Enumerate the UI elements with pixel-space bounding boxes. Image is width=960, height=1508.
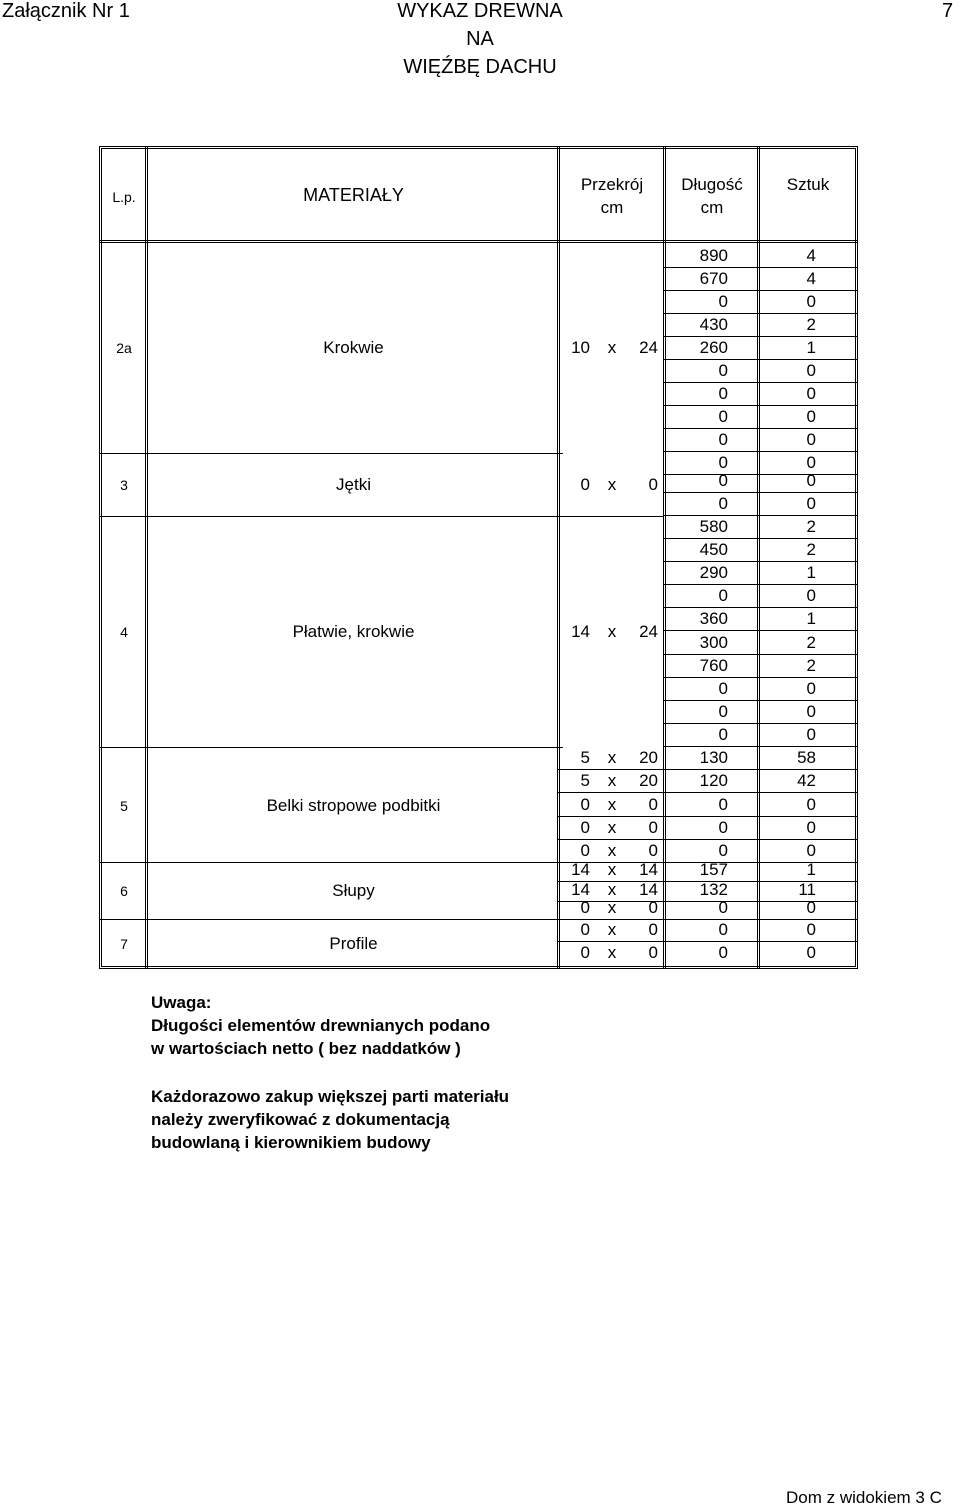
section-width: 14: [571, 622, 590, 641]
row-separator: [663, 492, 858, 493]
count-value: 0: [806, 725, 816, 744]
row-separator: [663, 405, 858, 406]
count-value: 0: [806, 943, 816, 962]
page-number: 7: [942, 0, 954, 22]
section-height: 20: [639, 748, 658, 767]
length-value: 760: [699, 656, 728, 675]
section-times: x: [607, 860, 617, 879]
group-name: Jętki: [336, 475, 371, 494]
count-value: 1: [806, 563, 816, 582]
section-times: x: [607, 622, 617, 641]
length-value: 0: [718, 943, 728, 962]
group-separator: [99, 747, 563, 748]
group-lp: 7: [120, 936, 128, 952]
row-separator: [663, 941, 858, 942]
header-divider: [99, 240, 858, 243]
section-separator: [557, 816, 663, 817]
row-separator: [663, 677, 858, 678]
length-value: 0: [718, 586, 728, 605]
count-value: 0: [806, 818, 816, 837]
count-value: 0: [806, 471, 816, 490]
count-value: 1: [806, 609, 816, 628]
group-lp: 5: [120, 798, 128, 814]
length-value: 130: [699, 748, 728, 767]
length-value: 580: [699, 517, 728, 536]
row-separator: [663, 584, 858, 585]
length-value: 0: [718, 841, 728, 860]
row-separator: [663, 723, 858, 724]
section-times: x: [607, 475, 617, 494]
count-value: 42: [797, 771, 816, 790]
group-separator: [99, 453, 563, 454]
section-width: 0: [580, 898, 590, 917]
notes-line: Długości elementów drewnianych podano: [151, 1016, 491, 1035]
row-separator: [663, 561, 858, 562]
section-width: 10: [571, 338, 590, 357]
row-separator: [663, 792, 858, 793]
length-value: 0: [718, 453, 728, 472]
count-value: 2: [806, 517, 816, 536]
row-separator: [663, 607, 858, 608]
section-times: x: [607, 920, 617, 939]
count-value: 0: [806, 453, 816, 472]
count-value: 0: [806, 586, 816, 605]
row-separator: [663, 428, 858, 429]
length-value: 0: [718, 679, 728, 698]
count-value: 4: [806, 269, 816, 288]
count-value: 0: [806, 702, 816, 721]
section-width: 0: [580, 943, 590, 962]
notes-line: w wartościach netto ( bez naddatków ): [151, 1039, 461, 1058]
notes-block: [151, 991, 490, 1060]
length-value: 0: [718, 361, 728, 380]
count-value: 0: [806, 920, 816, 939]
section-separator: [557, 839, 663, 840]
row-separator: [663, 313, 858, 314]
section-times: x: [607, 795, 617, 814]
section-width: 0: [580, 920, 590, 939]
group-separator: [99, 516, 663, 517]
col-material: MATERIAŁY: [303, 185, 404, 205]
row-separator: [663, 267, 858, 268]
length-value: 0: [718, 702, 728, 721]
section-height: 0: [648, 841, 658, 860]
length-value: 450: [699, 540, 728, 559]
count-value: 0: [806, 292, 816, 311]
section-width: 5: [580, 748, 590, 767]
section-height: 24: [639, 622, 658, 641]
notes-line: należy zweryfikować z dokumentacją: [151, 1110, 450, 1129]
group-lp: 2a: [116, 340, 132, 356]
document-title-line-1: WYKAZ DREWNA: [397, 0, 563, 22]
section-height: 0: [648, 920, 658, 939]
section-width: 14: [571, 880, 590, 899]
row-separator: [663, 654, 858, 655]
length-value: 260: [699, 338, 728, 357]
section-times: x: [607, 771, 617, 790]
col-lp: L.p.: [112, 189, 136, 205]
row-separator: [663, 451, 858, 452]
section-width: 0: [580, 841, 590, 860]
count-value: 4: [806, 246, 816, 265]
count-value: 0: [806, 361, 816, 380]
length-value: 157: [699, 860, 728, 879]
length-value: 300: [699, 633, 728, 652]
length-value: 890: [699, 246, 728, 265]
length-value: 120: [699, 771, 728, 790]
section-times: x: [607, 748, 617, 767]
section-height: 14: [639, 880, 658, 899]
footer-project-name: Dom z widokiem 3 C: [786, 1488, 942, 1507]
divider-lp: [145, 146, 148, 969]
group-lp: 4: [120, 624, 128, 640]
section-width: 0: [580, 795, 590, 814]
length-value: 0: [718, 725, 728, 744]
row-separator: [663, 359, 858, 360]
count-value: 0: [806, 795, 816, 814]
section-times: x: [607, 880, 617, 899]
count-value: 1: [806, 860, 816, 879]
section-width: 0: [580, 818, 590, 837]
row-separator: [663, 538, 858, 539]
group-lp: 3: [120, 477, 128, 493]
section-times: x: [607, 818, 617, 837]
section-height: 0: [648, 795, 658, 814]
count-value: 58: [797, 748, 816, 767]
count-value: 0: [806, 841, 816, 860]
row-separator: [663, 816, 858, 817]
section-height: 14: [639, 860, 658, 879]
col-length-unit: cm: [700, 198, 724, 217]
count-value: 11: [798, 880, 816, 899]
count-value: 2: [806, 540, 816, 559]
row-separator: [663, 700, 858, 701]
col-length: Długość: [681, 175, 743, 194]
row-separator: [663, 839, 858, 840]
group-name: Krokwie: [323, 338, 384, 357]
count-value: 0: [806, 679, 816, 698]
notes-line: budowlaną i kierownikiem budowy: [151, 1133, 431, 1152]
annex-label: Załącznik Nr 1: [2, 0, 130, 22]
section-height: 24: [639, 338, 658, 357]
group-name: Belki stropowe podbitki: [266, 796, 441, 815]
section-times: x: [607, 943, 617, 962]
row-separator: [663, 382, 858, 383]
length-value: 0: [718, 818, 728, 837]
count-value: 0: [806, 898, 816, 917]
count-value: 0: [806, 430, 816, 449]
count-value: 0: [806, 494, 816, 513]
section-times: x: [607, 898, 617, 917]
notes-block-2: [151, 1085, 509, 1154]
section-height: 0: [648, 475, 658, 494]
group-name: Płatwie, krokwie: [292, 622, 415, 641]
count-value: 1: [806, 338, 816, 357]
row-separator: [663, 290, 858, 291]
length-value: 0: [718, 898, 728, 917]
section-times: x: [607, 841, 617, 860]
col-count: Sztuk: [786, 175, 830, 194]
section-height: 20: [639, 771, 658, 790]
length-value: 360: [699, 609, 728, 628]
section-separator: [557, 941, 663, 942]
section-width: 0: [580, 475, 590, 494]
count-value: 0: [806, 384, 816, 403]
col-cross-section: Przekrój: [580, 175, 644, 194]
row-separator: [663, 515, 858, 516]
row-separator: [663, 769, 858, 770]
section-separator: [557, 769, 663, 770]
row-separator: [663, 336, 858, 337]
length-value: 0: [718, 494, 728, 513]
section-separator: [557, 792, 663, 793]
group-separator: [99, 919, 563, 920]
col-cross-section-unit: cm: [600, 198, 624, 217]
length-value: 430: [699, 315, 728, 334]
notes-line: Każdorazowo zakup większej parti materiału: [151, 1087, 510, 1106]
count-value: 0: [806, 407, 816, 426]
length-value: 290: [699, 563, 728, 582]
document-title-line-2: NA: [466, 28, 494, 50]
row-separator: [663, 746, 858, 747]
section-height: 0: [648, 943, 658, 962]
length-value: 0: [718, 384, 728, 403]
length-value: 670: [699, 269, 728, 288]
count-value: 2: [806, 633, 816, 652]
row-separator: [663, 630, 858, 631]
length-value: 0: [718, 920, 728, 939]
section-height: 0: [648, 818, 658, 837]
section-times: x: [607, 338, 617, 357]
section-height: 0: [648, 898, 658, 917]
count-value: 2: [806, 315, 816, 334]
length-value: 0: [718, 407, 728, 426]
length-value: 0: [718, 795, 728, 814]
length-value: 0: [718, 292, 728, 311]
timber-table: [99, 146, 858, 969]
length-value: 0: [718, 430, 728, 449]
group-name: Profile: [329, 934, 378, 953]
section-width: 14: [571, 860, 590, 879]
section-width: 5: [580, 771, 590, 790]
group-separator: [99, 862, 563, 863]
document-title-line-3: WIĘŹBĘ DACHU: [403, 56, 557, 78]
group-name: Słupy: [332, 881, 375, 900]
notes-title: Uwaga:: [151, 993, 212, 1012]
length-value: 0: [718, 471, 728, 490]
count-value: 2: [806, 656, 816, 675]
length-value: 132: [699, 880, 728, 899]
group-lp: 6: [120, 883, 128, 899]
